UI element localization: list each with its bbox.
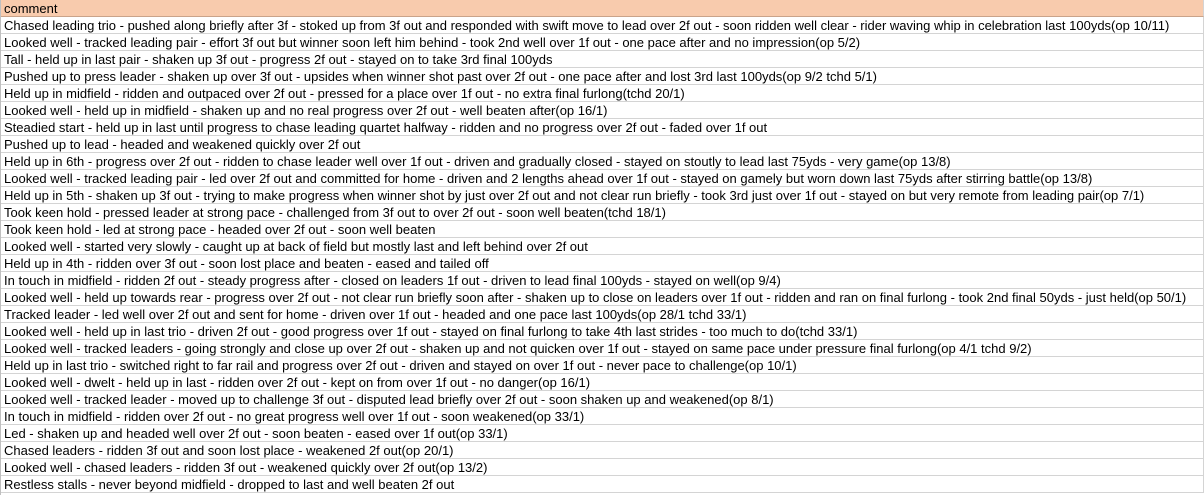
table-row[interactable]: Looked well - tracked leaders - going strongly and close up over 2f out - shaken up and not quicken over 1f out - stayed on same pace under pressure final furlong(op 4/1 tchd 9/2) — [1, 340, 1204, 357]
table-row[interactable]: Looked well - held up in midfield - shaken up and no real progress over 2f out - well beaten after(op 16/1) — [1, 102, 1204, 119]
table-row[interactable]: Tracked leader - led well over 2f out and sent for home - driven over 1f out - headed and one pace last 100yds(op 28/1 tchd 33/1) — [1, 306, 1204, 323]
column-header-comment[interactable]: comment — [1, 0, 1204, 17]
table-row[interactable]: Looked well - dwelt - held up in last - ridden over 2f out - kept on from over 1f out - no danger(op 16/1) — [1, 374, 1204, 391]
table-row[interactable]: In touch in midfield - ridden 2f out - steady progress after - closed on leaders 1f out - driven to lead final 100yds - stayed on well(op 9/4) — [1, 272, 1204, 289]
table-row[interactable]: Pushed up to lead - headed and weakened quickly over 2f out — [1, 136, 1204, 153]
table-row[interactable]: Looked well - held up towards rear - progress over 2f out - not clear run briefly soon after - shaken up to close on leaders over 1f out - ridden and ran on final furlong - took 2nd final 50yds - just held(op 50/1) — [1, 289, 1204, 306]
table-row[interactable]: Held up in 6th - progress over 2f out - ridden to chase leader well over 1f out - driven and gradually closed - stayed on stoutly to lead last 75yds - very game(op 13/8) — [1, 153, 1204, 170]
table-row[interactable]: Looked well - held up in last trio - driven 2f out - good progress over 1f out - stayed on final furlong to take 4th last strides - too much to do(tchd 33/1) — [1, 323, 1204, 340]
table-row[interactable]: Held up in last trio - switched right to far rail and progress over 2f out - driven and stayed on over 1f out - never pace to challenge(op 10/1) — [1, 357, 1204, 374]
table-row[interactable]: Chased leading trio - pushed along briefly after 3f - stoked up from 3f out and responded with swift move to lead over 2f out - soon ridden well clear - rider waving whip in celebration last 100yds(op 10/11) — [1, 17, 1204, 34]
table-row[interactable]: In touch in midfield - ridden over 2f out - no great progress well over 1f out - soon weakened(op 33/1) — [1, 408, 1204, 425]
table-row[interactable]: Tall - held up in last pair - shaken up 3f out - progress 2f out - stayed on to take 3rd final 100yds — [1, 51, 1204, 68]
table-row[interactable]: Looked well - tracked leading pair - led over 2f out and committed for home - driven and 2 lengths ahead over 1f out - stayed on gamely but worn down last 75yds after stirring battle(op 13/8) — [1, 170, 1204, 187]
table-row[interactable]: Held up in midfield - ridden and outpaced over 2f out - pressed for a place over 1f out - no extra final furlong(tchd 20/1) — [1, 85, 1204, 102]
table-row[interactable]: Chased leaders - ridden 3f out and soon lost place - weakened 2f out(op 20/1) — [1, 442, 1204, 459]
table-row[interactable]: Steadied start - held up in last until progress to chase leading quartet halfway - ridden and no progress over 2f out - faded over 1f out — [1, 119, 1204, 136]
table-row[interactable]: Looked well - started very slowly - caught up at back of field but mostly last and left behind over 2f out — [1, 238, 1204, 255]
table-row[interactable]: Looked well - tracked leading pair - effort 3f out but winner soon left him behind - took 2nd well over 1f out - one pace after and no impression(op 5/2) — [1, 34, 1204, 51]
table-row[interactable]: Restless stalls - never beyond midfield - dropped to last and well beaten 2f out — [1, 476, 1204, 493]
table-row[interactable]: Took keen hold - pressed leader at strong pace - challenged from 3f out to over 2f out - soon well beaten(tchd 18/1) — [1, 204, 1204, 221]
table-row[interactable]: Led - shaken up and headed well over 2f out - soon beaten - eased over 1f out(op 33/1) — [1, 425, 1204, 442]
table-row[interactable]: Looked well - chased leaders - ridden 3f out - weakened quickly over 2f out(op 13/2) — [1, 459, 1204, 476]
comment-rows — [1, 17, 1204, 493]
table-row[interactable]: Held up in 4th - ridden over 3f out - soon lost place and beaten - eased and tailed off — [1, 255, 1204, 272]
table-row[interactable]: Looked well - tracked leader - moved up to challenge 3f out - disputed lead briefly over 2f out - soon shaken up and weakened(op 8/1) — [1, 391, 1204, 408]
table-row[interactable]: Took keen hold - led at strong pace - headed over 2f out - soon well beaten — [1, 221, 1204, 238]
table-row[interactable]: Pushed up to press leader - shaken up over 3f out - upsides when winner shot past over 2f out - one pace after and lost 3rd last 100yds(op 9/2 tchd 5/1) — [1, 68, 1204, 85]
table-row[interactable]: Held up in 5th - shaken up 3f out - trying to make progress when winner shot by just over 2f out and not clear run briefly - took 3rd just over 1f out - stayed on but very remote from leading pair(op 7/1) — [1, 187, 1204, 204]
